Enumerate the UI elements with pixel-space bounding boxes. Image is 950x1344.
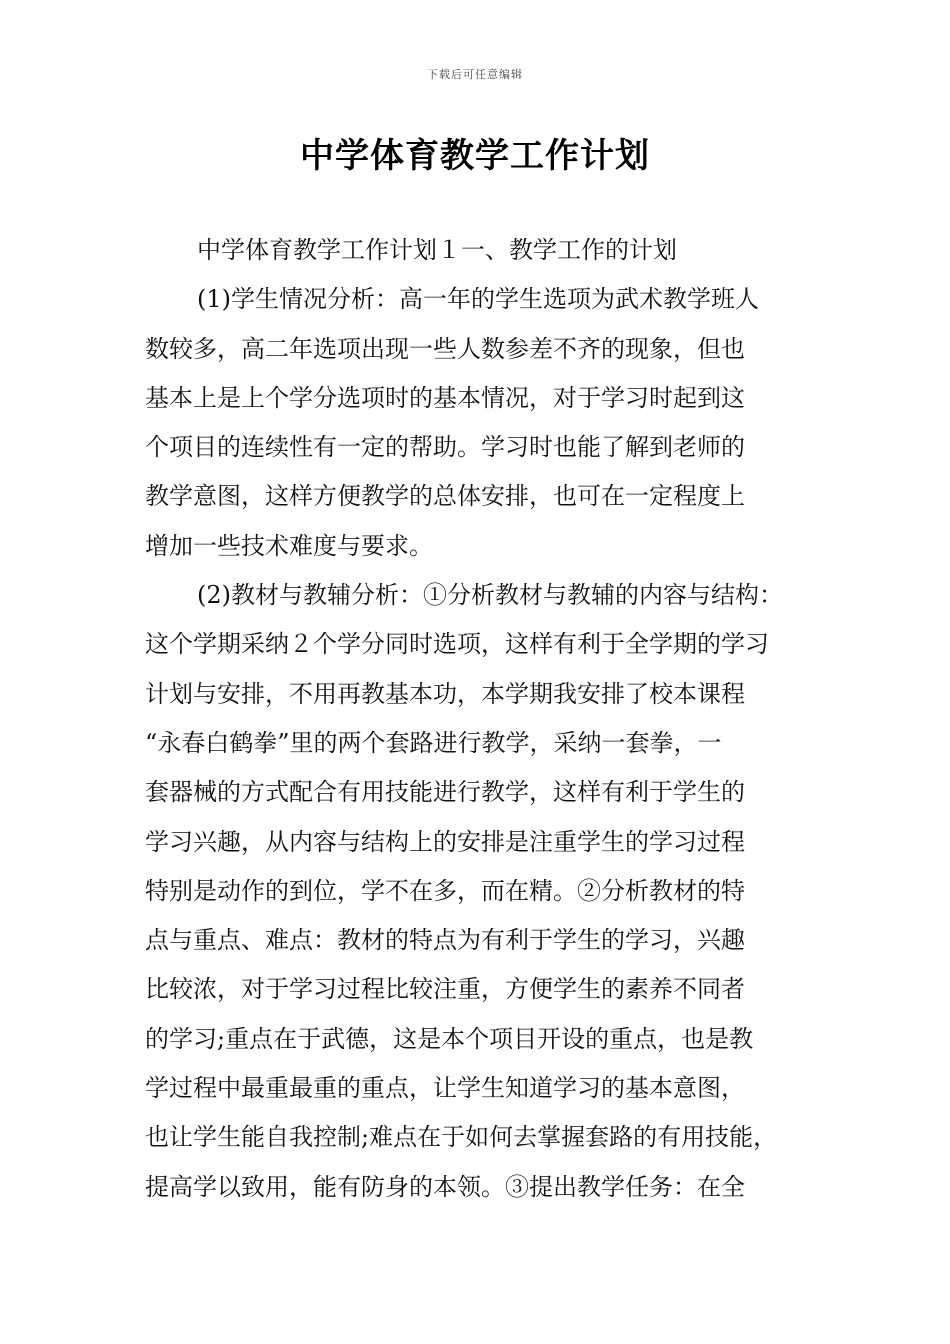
paragraph-line: 数较多，高二年选项出现一些人数参差不齐的现象，但也 bbox=[145, 334, 745, 363]
paragraph-line: 个项目的连续性有一定的帮助。学习时也能了解到老师的 bbox=[145, 433, 745, 462]
paragraph-line: 提高学以致用，能有防身的本领。③提出教学任务：在全 bbox=[145, 1172, 745, 1201]
paragraph-line: 基本上是上个学分选项时的基本情况，对于学习时起到这 bbox=[145, 383, 745, 412]
paragraph-line: 也让学生能自我控制;难点在于如何去掌握套路的有用技能， bbox=[145, 1123, 778, 1152]
paragraph-line: (2)教材与教辅分析：①分析教材与教辅的内容与结构： bbox=[197, 581, 783, 610]
paragraph-line: 学过程中最重最重的重点，让学生知道学习的基本意图， bbox=[145, 1074, 745, 1103]
document-body bbox=[145, 226, 825, 1212]
paragraph-line: (1)学生情况分析：高一年的学生选项为武术教学班人 bbox=[197, 285, 759, 314]
paragraph-line: “永春白鹤拳”里的两个套路进行教学，采纳一套拳，一 bbox=[145, 728, 722, 757]
section-heading-line: 中学体育教学工作计划１一、教学工作的计划 bbox=[197, 236, 677, 264]
paragraph-line: 套器械的方式配合有用技能进行教学，这样有利于学生的 bbox=[145, 778, 745, 807]
paragraph-line: 增加一些技术难度与要求。 bbox=[145, 531, 433, 560]
paragraph-line: 这个学期采纳２个学分同时选项，这样有利于全学期的学习 bbox=[145, 630, 769, 659]
header-note: 下载后可任意编辑 bbox=[427, 68, 523, 81]
paragraph-line: 点与重点、难点：教材的特点为有利于学生的学习，兴趣 bbox=[145, 926, 745, 955]
paragraph-line: 比较浓，对于学习过程比较注重，方便学生的素养不同者 bbox=[145, 975, 745, 1004]
paragraph-line: 特别是动作的到位，学不在多，而在精。②分析教材的特 bbox=[145, 876, 745, 905]
document-title: 中学体育教学工作计划 bbox=[300, 136, 650, 176]
paragraph-line: 教学意图，这样方便教学的总体安排，也可在一定程度上 bbox=[145, 482, 745, 511]
paragraph-line: 学习兴趣，从内容与结构上的安排是注重学生的学习过程 bbox=[145, 827, 745, 856]
paragraph-line: 的学习;重点在于武德，这是本个项目开设的重点，也是教 bbox=[145, 1024, 754, 1053]
paragraph-line: 计划与安排，不用再教基本功，本学期我安排了校本课程 bbox=[145, 679, 745, 708]
